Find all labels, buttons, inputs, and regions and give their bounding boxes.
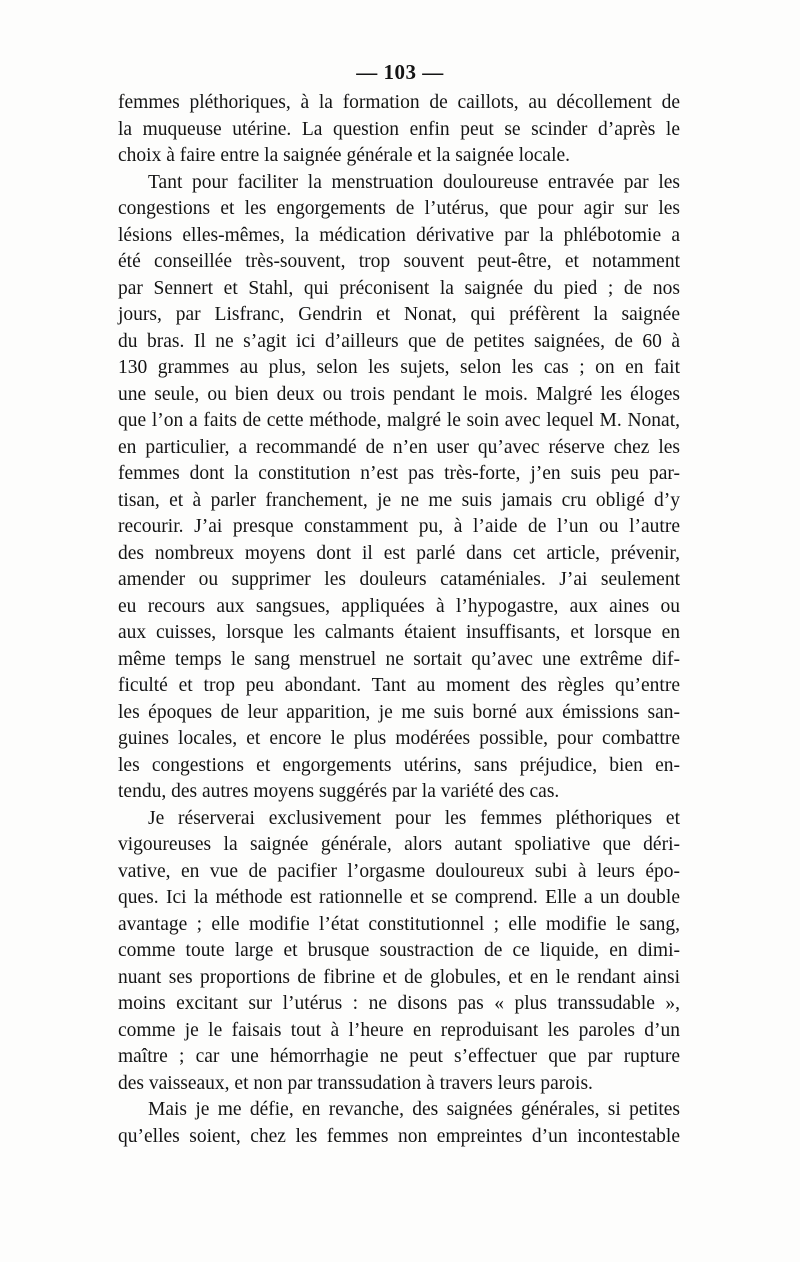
text-line: 130 grammes au plus, selon les sujets, selon les cas ; on en fait — [118, 357, 680, 378]
text-line: comme je le faisais tout à l’heure en reproduisant les paroles d’un — [118, 1019, 680, 1041]
text-line: Tant pour faciliter la menstruation douloureuse entravée par les — [148, 171, 680, 193]
page-number: — 103 — — [356, 60, 444, 84]
text-line: que l’on a faits de cette méthode, malgré le soin avec lequel M. Nonat, — [118, 410, 680, 431]
text-line: maître ; car une hémorrhagie ne peut s’effectuer que par rupture — [118, 1046, 680, 1067]
text-line: comme toute large et brusque soustraction de ce liquide, en dimi- — [118, 940, 680, 961]
text-line: ficulté et trop peu abondant. Tant au moment des règles qu’entre — [118, 675, 680, 696]
text-line: avantage ; elle modifie l’état constitutionnel ; elle modifie le sang, — [118, 913, 680, 935]
text-line: nuant ses proportions de fibrine et de globules, et en le rendant ainsi — [118, 966, 680, 988]
text-line: des nombreux moyens dont il est parlé dans cet article, prévenir, — [118, 542, 680, 564]
text-line: guines locales, et encore le plus modérées possible, pour combattre — [118, 728, 680, 749]
text-line: du bras. Il ne s’agit ici d’ailleurs que de petites saignées, de 60 à — [118, 330, 680, 352]
text-line: femmes pléthoriques, à la formation de caillots, au décollement de — [118, 92, 680, 113]
text-line: moins excitant sur l’utérus : ne disons pas « plus transsudable », — [118, 993, 680, 1014]
text-line: vigoureuses la saignée générale, alors autant spoliative que déri- — [118, 834, 680, 855]
text-line: été conseillée très-souvent, trop souvent peut-être, et notamment — [118, 251, 680, 272]
text-line: aux cuisses, lorsque les calmants étaient insuffisants, et lorsque en — [118, 622, 680, 643]
text-line: eu recours aux sangsues, appliquées à l’hypogastre, aux aines ou — [118, 595, 680, 617]
text-line: les époques de leur apparition, je me suis borné aux émissions san- — [118, 701, 680, 723]
text-line: tendu, des autres moyens suggérés par la variété des cas. — [118, 781, 560, 802]
text-line: en particulier, a recommandé de n’en user qu’avec réserve chez les — [118, 436, 680, 458]
text-line: des vaisseaux, et non par transsudation à travers leurs parois. — [118, 1072, 593, 1094]
text-line: même temps le sang menstruel ne sortait qu’avec une extrême dif- — [118, 648, 680, 670]
text-line: une seule, ou bien deux ou trois pendant le mois. Malgré les éloges — [118, 383, 680, 405]
text-line: recourir. J’ai presque constamment pu, à l’aide de l’un ou l’autre — [118, 516, 680, 537]
text-line: choix à faire entre la saignée générale et la saignée locale. — [118, 145, 571, 166]
text-line: jours, par Lisfranc, Gendrin et Nonat, qui préfèrent la saignée — [118, 304, 680, 325]
text-line: amender ou supprimer les douleurs cataméniales. J’ai seulement — [118, 569, 680, 590]
text-line: la muqueuse utérine. La question enfin peut se scinder d’après le — [118, 118, 680, 140]
text-line: femmes dont la constitution n’est pas très-forte, j’en suis peu par- — [118, 463, 680, 484]
text-line: qu’elles soient, chez les femmes non empreintes d’un incontestable — [118, 1125, 680, 1147]
text-line: lésions elles-mêmes, la médication dérivative par la phlébotomie a — [118, 224, 680, 246]
text-line: Je réserverai exclusivement pour les femmes pléthoriques et — [148, 807, 680, 829]
body-text — [118, 90, 680, 1150]
text-line: congestions et les engorgements de l’utérus, que pour agir sur les — [118, 198, 680, 219]
text-line: Mais je me défie, en revanche, des saignées générales, si petites — [148, 1099, 680, 1120]
text-line: vative, en vue de pacifier l’orgasme douloureux subi à leurs épo- — [118, 860, 680, 882]
text-line: tisan, et à parler franchement, je ne me suis jamais cru obligé d’y — [118, 489, 680, 511]
text-line: ques. Ici la méthode est rationnelle et se comprend. Elle a un double — [118, 887, 680, 908]
text-line: par Sennert et Stahl, qui préconisent la saignée du pied ; de nos — [118, 277, 680, 299]
text-line: les congestions et engorgements utérins, sans préjudice, bien en- — [118, 754, 680, 776]
